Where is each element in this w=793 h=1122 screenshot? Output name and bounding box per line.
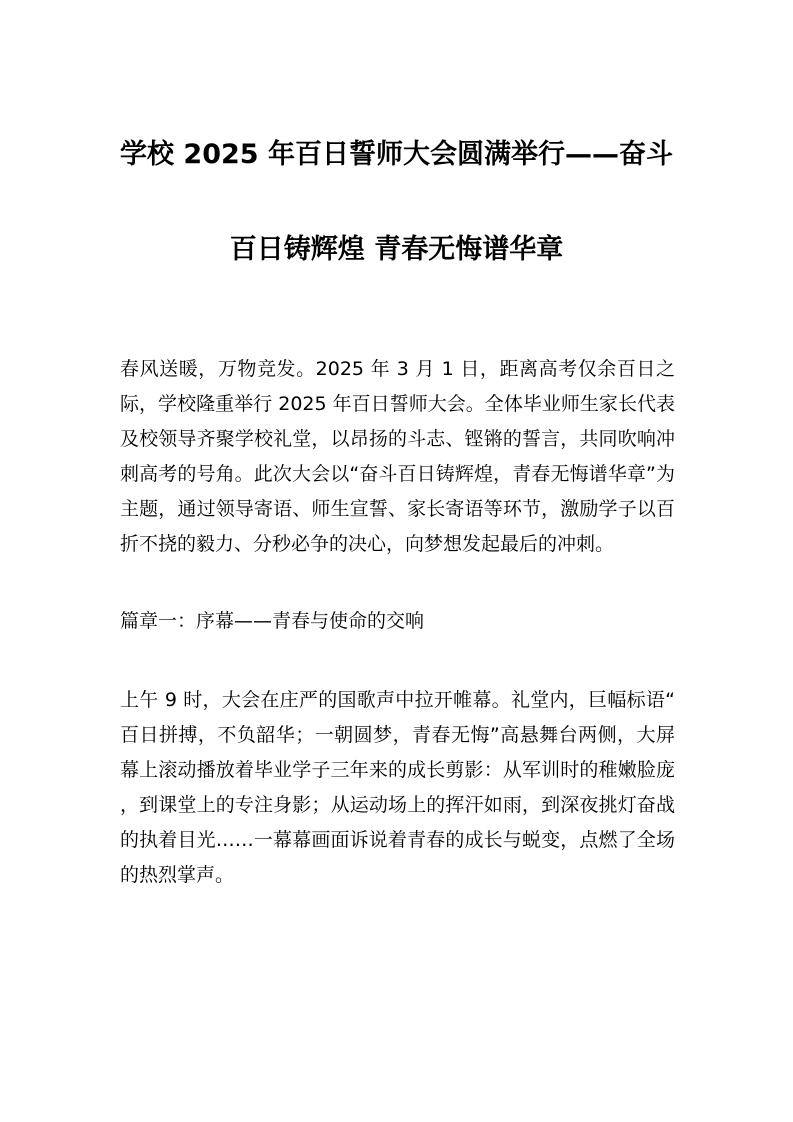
article-title-line-1: 学校 2025 年百日誓师大会圆满举行——奋斗 — [120, 139, 673, 170]
section-heading: 篇章一：序幕——青春与使命的交响 — [120, 610, 425, 632]
article-body — [120, 352, 675, 893]
section-paragraph: 上午 9 时，大会在庄严的国歌声中拉开帷幕。礼堂内，巨幅标语“百日拼搏，不负韶华；一朝圆梦，青春无悔”高悬舞台两侧，大屏幕上滚动播放着毕业学子三年来的成长剪影：从军训时的稚嫩脸庞，到课堂上的专注身影；从运动场上的挥汗如雨，到深夜挑灯奋战的执着目光……一幕幕画面诉说着青春的成长与蜕变，点燃了全场的热烈掌声。 — [120, 689, 675, 886]
intro-paragraph: 春风送暖，万物竞发。2025 年 3 月 1 日，距离高考仅余百日之际，学校隆重举行 2025 年百日誓师大会。全体毕业师生家长代表及校领导齐聚学校礼堂，以昂扬的斗志、铿锵的誓言，共同吹响冲刺高考的号角。此次大会以“奋斗百日铸辉煌，青春无悔谱华章”为主题，通过领导寄语、师生宣誓、家长寄语等环节，激励学子以百折不挠的毅力、分秒必争的决心，向梦想发起最后的冲刺。 — [120, 358, 675, 555]
article-title-line-2: 百日铸辉煌 青春无悔谱华章 — [229, 234, 564, 265]
